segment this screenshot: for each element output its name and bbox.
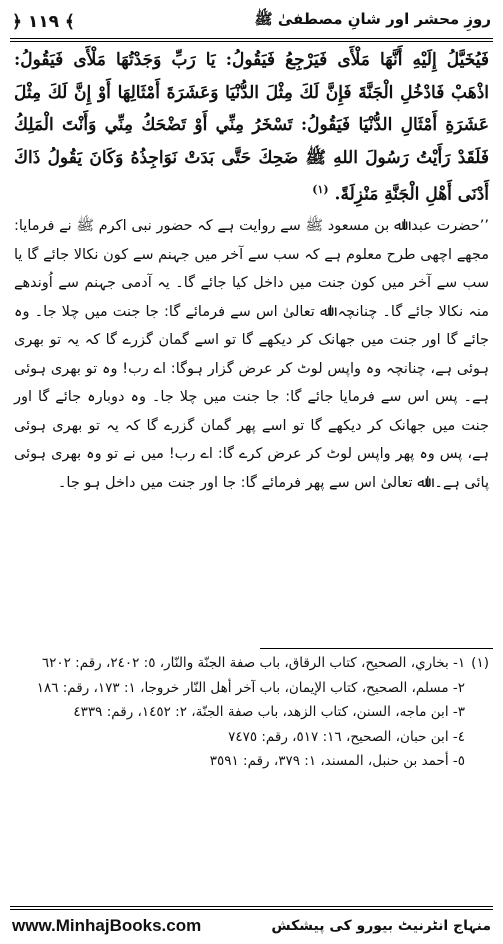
footnote-reference-text: ١- بخاري، الصحيح، كتاب الرقاق، باب صفة الجنّة والنّار، ٥: ٢٤٠٢، رقم: ٦٢٠٢ <box>41 655 466 671</box>
footnote-entry <box>14 749 489 774</box>
page-number: ﴿ ۱۱۹ ﴾ <box>12 11 75 32</box>
footnote-reference-1: (١) <box>312 183 329 196</box>
footnote-entry <box>14 725 489 750</box>
header-rule <box>10 38 493 42</box>
publisher-credit: منہاج انٹرنیٹ بیورو کی پیشکش <box>271 918 491 934</box>
arabic-hadith-body: فَيُخَيَّلُ إِلَيْهِ أَنَّهَا مَلْأَى فَيَرْجِعُ فَيَقُولُ: يَا رَبِّ وَجَدْتُهَا مَلْأَى فَيَقُولُ: اذْهَبْ فَادْخُلِ الْجَنَّةَ فَإِنَّ لَكَ مِثْلَ الدُّنْيَا وَعَشَرَةَ أَمْثَالِهَا أَوْ إِنَّ لَكَ مِثْلَ عَشَرَةِ أَمْثَالِ الدُّنْيَا فَيَقُولُ: تَسْخَرُ مِنِّي أَوْ تَضْحَكُ مِنِّي وَأَنْتَ الْمَلِكُ فَلَقَدْ رَأَيْتُ رَسُولَ اللهِ ﷺ ضَحِكَ حَتَّى بَدَتْ نَوَاجِذُهُ وَكَانَ يَقُولُ ذَاكَ أَدْنَى أَهْلِ الْجَنَّةِ مَنْزِلَةً. <box>14 50 489 205</box>
footnote-separator <box>260 648 493 649</box>
website-link[interactable]: www.MinhajBooks.com <box>12 916 202 935</box>
page-footer <box>12 912 491 940</box>
footer-rule <box>10 906 493 910</box>
footnote-reference-text: ٤- ابن حبان، الصحيح، ١٦: ٥١٧، رقم: ٧٤٧٥ <box>228 728 465 745</box>
footnote-entry <box>14 700 489 725</box>
footnote-entry <box>14 651 489 676</box>
footnote-entry <box>14 676 489 701</box>
footnotes <box>14 651 489 774</box>
footnote-reference-text: ٥- أحمد بن حنبل، المسند، ١: ٣٧٩، رقم: ٣٥٩١ <box>209 753 465 769</box>
urdu-translation: ’’حضرت عبد اﷲ بن مسعود ﷺ سے روایت ہے کہ حضور نبی اکرم ﷺ نے فرمایا: مجھے اچھی طرح معلوم ہے کہ سب سے آخر میں جہنم سے کون نکالا جائے گا یا سب سے آخر میں کون جنت میں داخل کیا جائے گا۔ یہ آدمی جہنم سے اُوندھے منہ نکالا جائے گا۔ چنانچہ اﷲ تعالیٰ اس سے فرمائے گا: جا جنت میں چلا جا۔ وہ جائے گا اور جنت میں جھانک کر دیکھے گا تو اسے گمان گزرے گا کہ یہ تو بھری ہوئی ہے، چنانچہ وہ واپس لوٹ کر عرض گزار ہوگا: اے رب! وہ تو بھری ہوئی ہے۔ پس اس سے فرمایا جائے گا: جا جنت میں چلا جا۔ وہ دوبارہ جائے گا اور جنت میں جھانک کر دیکھے گا تو اسے پھر گمان گزرے گا کہ یہ تو بھری ہوئی ہے، پس وہ پھر واپس لوٹ کر عرض کرے گا: اے رب! میں نے تو وہ بھری ہوئی پائی ہے۔ اﷲ تعالیٰ اس سے پھر فرمائے گا: جا اور جنت میں داخل ہو جا۔ <box>14 218 489 491</box>
page-header <box>12 4 491 38</box>
running-title: روزِ محشر اور شانِ مصطفیٰ ﷺ <box>254 10 491 28</box>
footnote-reference-text: ٢- مسلم، الصحيح، كتاب الإيمان، باب آخر أهل النّار خروجا، ١: ١٧٣، رقم: ١٨٦ <box>36 679 465 696</box>
footnote-marker: (١) <box>471 655 489 671</box>
arabic-hadith-text <box>14 44 489 211</box>
footnote-reference-text: ٣- ابن ماجه، السنن، كتاب الزهد، باب صفة الجنّة، ٢: ١٤٥٢، رقم: ٤٣٣٩ <box>73 704 465 720</box>
